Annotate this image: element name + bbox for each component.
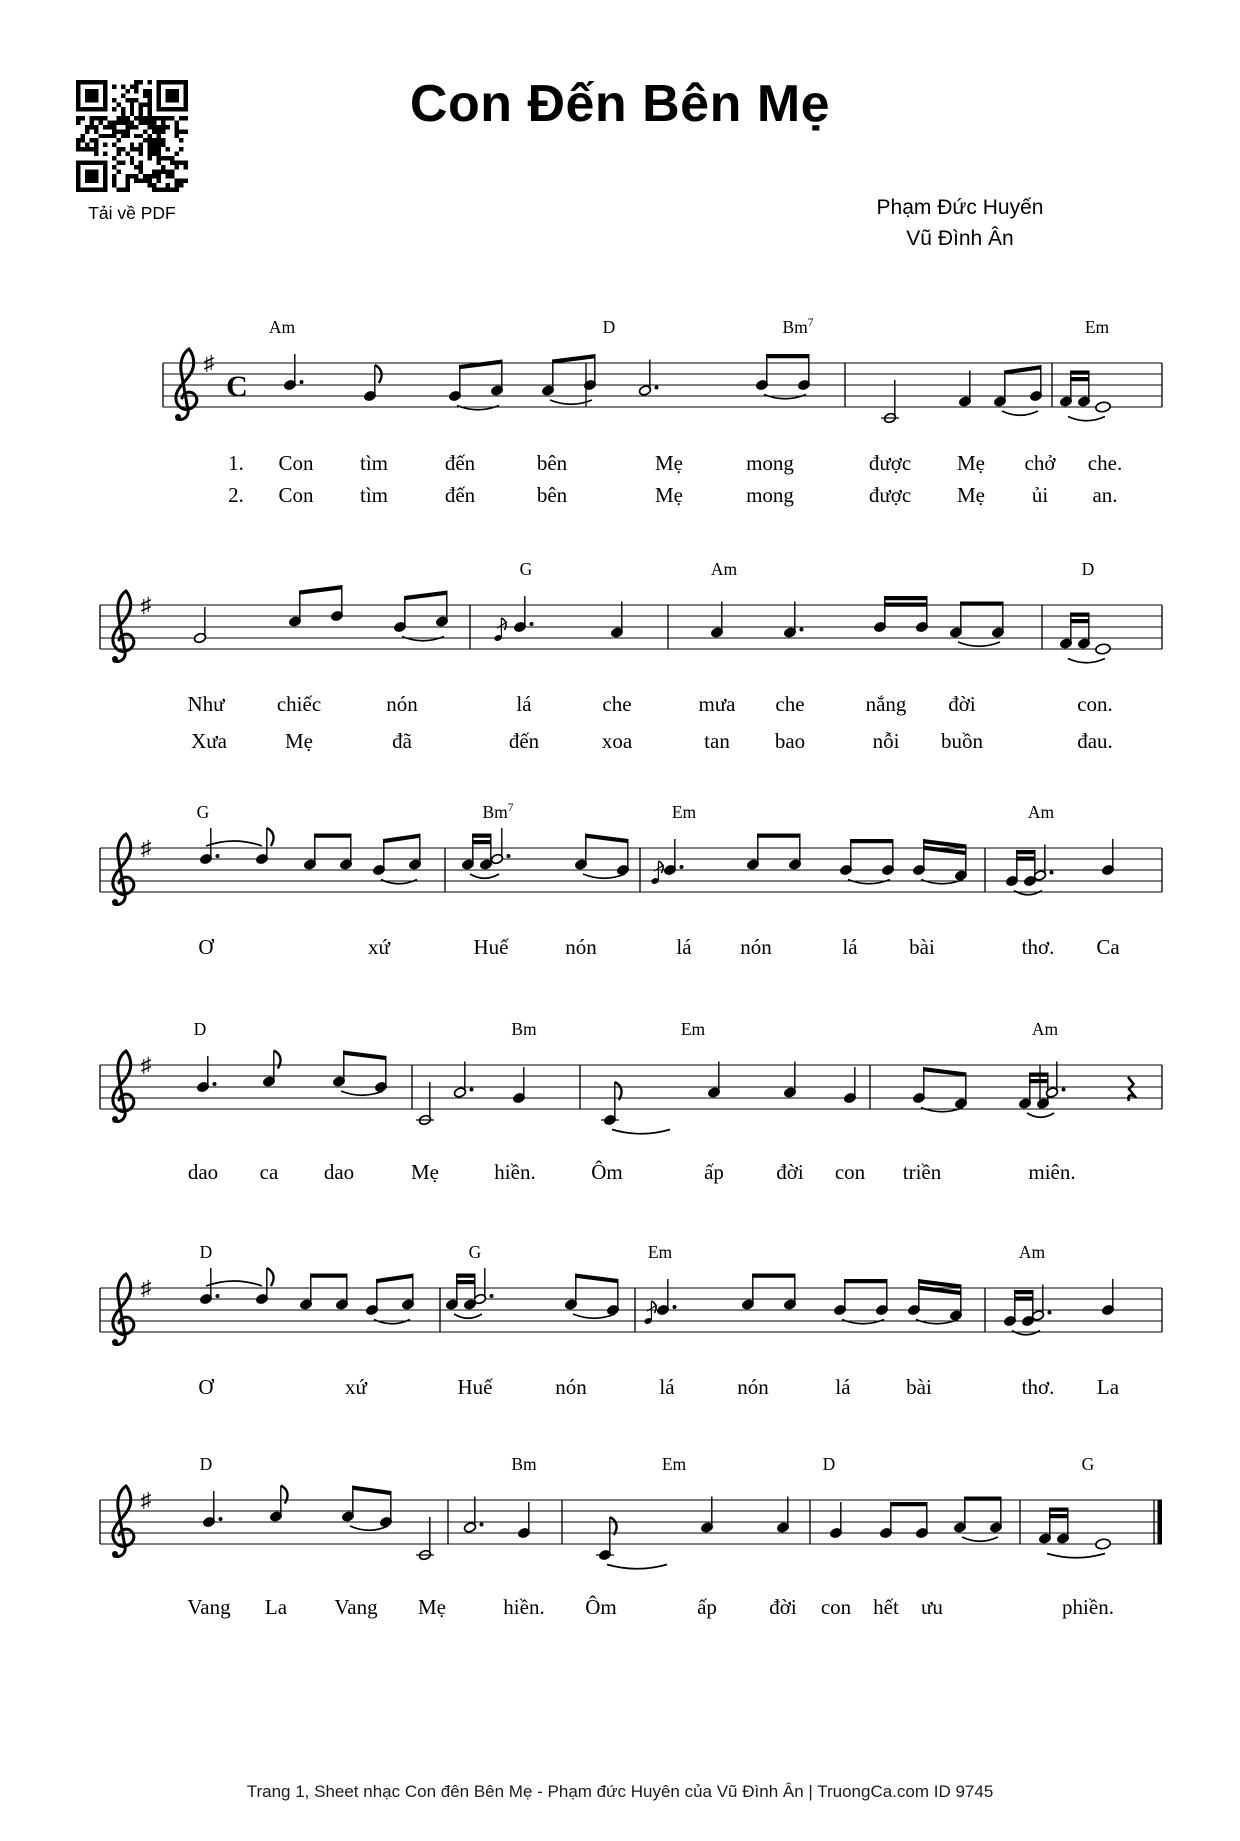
lyric-syllable: Ôm (585, 1595, 617, 1619)
chord-label: Am (268, 317, 296, 337)
key-signature-sharp: ♯ (140, 1053, 152, 1077)
lyric-syllable: bao (774, 729, 806, 753)
lyric-syllable: lá (676, 935, 692, 959)
lyric-syllable: thơ. (1021, 935, 1055, 959)
lyric-syllable: hiền. (503, 1595, 545, 1619)
chord-label: Am (1027, 802, 1055, 822)
chord-label: D (199, 1242, 213, 1262)
lyric-syllable: Xưa (191, 729, 227, 753)
lyric-syllable: buồn (941, 729, 983, 753)
lyric-syllable: tìm (359, 483, 389, 507)
lyric-syllable: Mẹ (957, 451, 985, 475)
lyric-syllable: đời (776, 1160, 804, 1184)
page-title: Con Đến Bên Mẹ (409, 75, 831, 133)
chord-label: G (468, 1242, 482, 1262)
lyric-syllable: xoa (601, 729, 633, 753)
lyric-syllable: che. (1087, 451, 1123, 475)
lyric-syllable: miên. (1028, 1160, 1076, 1184)
lyric-syllable: nỗi (872, 729, 900, 753)
lyric-syllable: Huế (457, 1375, 493, 1399)
lyric-syllable: lá (835, 1375, 851, 1399)
chord-label: Am (1031, 1019, 1059, 1039)
chord-label: Am (710, 559, 738, 579)
composer-2: Vũ Đình Ân (906, 227, 1014, 250)
lyric-syllable: La (264, 1595, 288, 1619)
music-system-6 (100, 1454, 1162, 1619)
lyric-syllable: lá (516, 692, 532, 716)
lyric-syllable: đến (444, 483, 476, 507)
qr-download-label[interactable]: Tải về PDF (88, 203, 176, 223)
lyric-syllable: đời (948, 692, 976, 716)
lyric-syllable: 1. (228, 451, 244, 475)
lyric-syllable: bên (536, 483, 568, 507)
lyric-syllable: dao (187, 1160, 219, 1184)
lyric-syllable: xứ (368, 935, 390, 959)
chord-label: D (822, 1454, 836, 1474)
lyric-syllable: tìm (359, 451, 389, 475)
key-signature-sharp: ♯ (140, 1276, 152, 1300)
key-signature-sharp: ♯ (203, 351, 215, 375)
lyric-syllable: đời (769, 1595, 797, 1619)
lyric-syllable: Con (278, 483, 314, 507)
lyric-syllable: Ca (1096, 935, 1120, 959)
chord-label: Em (1084, 317, 1110, 337)
lyric-syllable: con (820, 1595, 852, 1619)
chord-label: D (199, 1454, 213, 1474)
lyric-syllable: Mẹ (957, 483, 985, 507)
chord-label: G (519, 559, 533, 579)
chord-label: D (193, 1019, 207, 1039)
lyric-syllable: lá (659, 1375, 675, 1399)
treble-clef-icon (113, 1051, 134, 1121)
lyric-syllable: xứ (345, 1375, 367, 1399)
key-signature-sharp: ♯ (140, 593, 152, 617)
treble-clef-icon (113, 1486, 134, 1556)
lyric-syllable: ấp (697, 1595, 717, 1619)
lyric-syllable: Mẹ (411, 1160, 439, 1184)
music-system-3 (100, 802, 1162, 959)
lyric-syllable: đến (508, 729, 540, 753)
lyric-syllable: Mẹ (655, 483, 683, 507)
lyric-syllable: nón (386, 692, 418, 716)
lyric-syllable: chở (1024, 451, 1056, 475)
lyric-syllable: đau. (1077, 729, 1113, 753)
lyric-syllable: Mẹ (655, 451, 683, 475)
lyric-syllable: ủi (1031, 483, 1049, 507)
lyric-syllable: tan (704, 729, 730, 753)
time-signature: C (226, 370, 248, 403)
music-system-5 (100, 1242, 1162, 1399)
lyric-syllable: ấp (704, 1160, 724, 1184)
lyric-syllable: bài (906, 1375, 932, 1399)
key-signature-sharp: ♯ (140, 836, 152, 860)
lyric-syllable: phiền. (1062, 1595, 1114, 1619)
chord-label: Bm$^7$ (482, 802, 514, 822)
lyric-syllable: mong (746, 483, 794, 507)
lyric-syllable: được (868, 451, 912, 475)
lyric-syllable: mong (746, 451, 794, 475)
lyric-syllable: Mẹ (285, 729, 313, 753)
lyric-syllable: an. (1092, 483, 1118, 507)
chord-label: Bm (511, 1454, 537, 1474)
composer-1: Phạm Đức Huyến (876, 196, 1044, 219)
chord-label: G (1081, 1454, 1095, 1474)
lyric-syllable: La (1096, 1375, 1120, 1399)
key-signature-sharp: ♯ (140, 1488, 152, 1512)
lyric-syllable: Mẹ (418, 1595, 446, 1619)
lyric-syllable: nắng (865, 692, 907, 716)
chord-label: D (602, 317, 616, 337)
lyric-syllable: nón (737, 1375, 769, 1399)
lyric-syllable: lá (842, 935, 858, 959)
lyric-syllable: đến (444, 451, 476, 475)
lyric-syllable: đã (392, 729, 412, 753)
lyric-syllable: con. (1077, 692, 1113, 716)
lyric-syllable: Huế (473, 935, 509, 959)
chord-label: Bm$^7$ (782, 317, 814, 337)
lyric-syllable: bên (536, 451, 568, 475)
lyric-syllable: ưu (921, 1595, 943, 1619)
footer-text: Trang 1, Sheet nhạc Con đên Bên Mẹ - Phạm đức Huyên của Vũ Đình Ân | TruongCa.com ID 9745 (246, 1782, 994, 1801)
lyric-syllable: Ơ (198, 1375, 214, 1399)
lyric-syllable: ca (259, 1160, 279, 1184)
lyric-syllable: mưa (698, 692, 736, 716)
lyric-syllable: hiền. (494, 1160, 536, 1184)
lyric-syllable: chiếc (276, 692, 322, 716)
lyric-syllable: thơ. (1021, 1375, 1055, 1399)
treble-clef-icon (113, 1274, 134, 1344)
chord-label: G (196, 802, 210, 822)
music-system-1 (163, 317, 1162, 507)
chord-label: Bm (511, 1019, 537, 1039)
chord-label: Em (680, 1019, 706, 1039)
lyric-syllable: che (602, 692, 632, 716)
lyric-syllable: Như (187, 692, 225, 716)
lyric-syllable: Vang (334, 1595, 378, 1619)
lyric-syllable: nón (555, 1375, 587, 1399)
lyric-syllable: được (868, 483, 912, 507)
chord-label: Em (671, 802, 697, 822)
lyric-syllable: che (775, 692, 805, 716)
lyric-syllable: Con (278, 451, 314, 475)
lyric-syllable: nón (565, 935, 597, 959)
lyric-syllable: hết (873, 1595, 899, 1619)
chord-label: D (1081, 559, 1095, 579)
chord-label: Am (1018, 1242, 1046, 1262)
music-system-4 (100, 1019, 1162, 1184)
lyric-syllable: 2. (228, 483, 244, 507)
treble-clef-icon (113, 834, 134, 904)
lyric-syllable: nón (740, 935, 772, 959)
lyric-syllable: Ôm (591, 1160, 623, 1184)
lyric-syllable: triền (902, 1160, 942, 1184)
chord-label: Em (661, 1454, 687, 1474)
music-system-2 (100, 559, 1162, 753)
chord-label: Em (647, 1242, 673, 1262)
treble-clef-icon (176, 349, 197, 419)
lyric-syllable: bài (909, 935, 935, 959)
treble-clef-icon (113, 591, 134, 661)
lyric-syllable: dao (323, 1160, 355, 1184)
lyric-syllable: con (834, 1160, 866, 1184)
lyric-syllable: Vang (187, 1595, 231, 1619)
lyric-syllable: Ơ (198, 935, 214, 959)
